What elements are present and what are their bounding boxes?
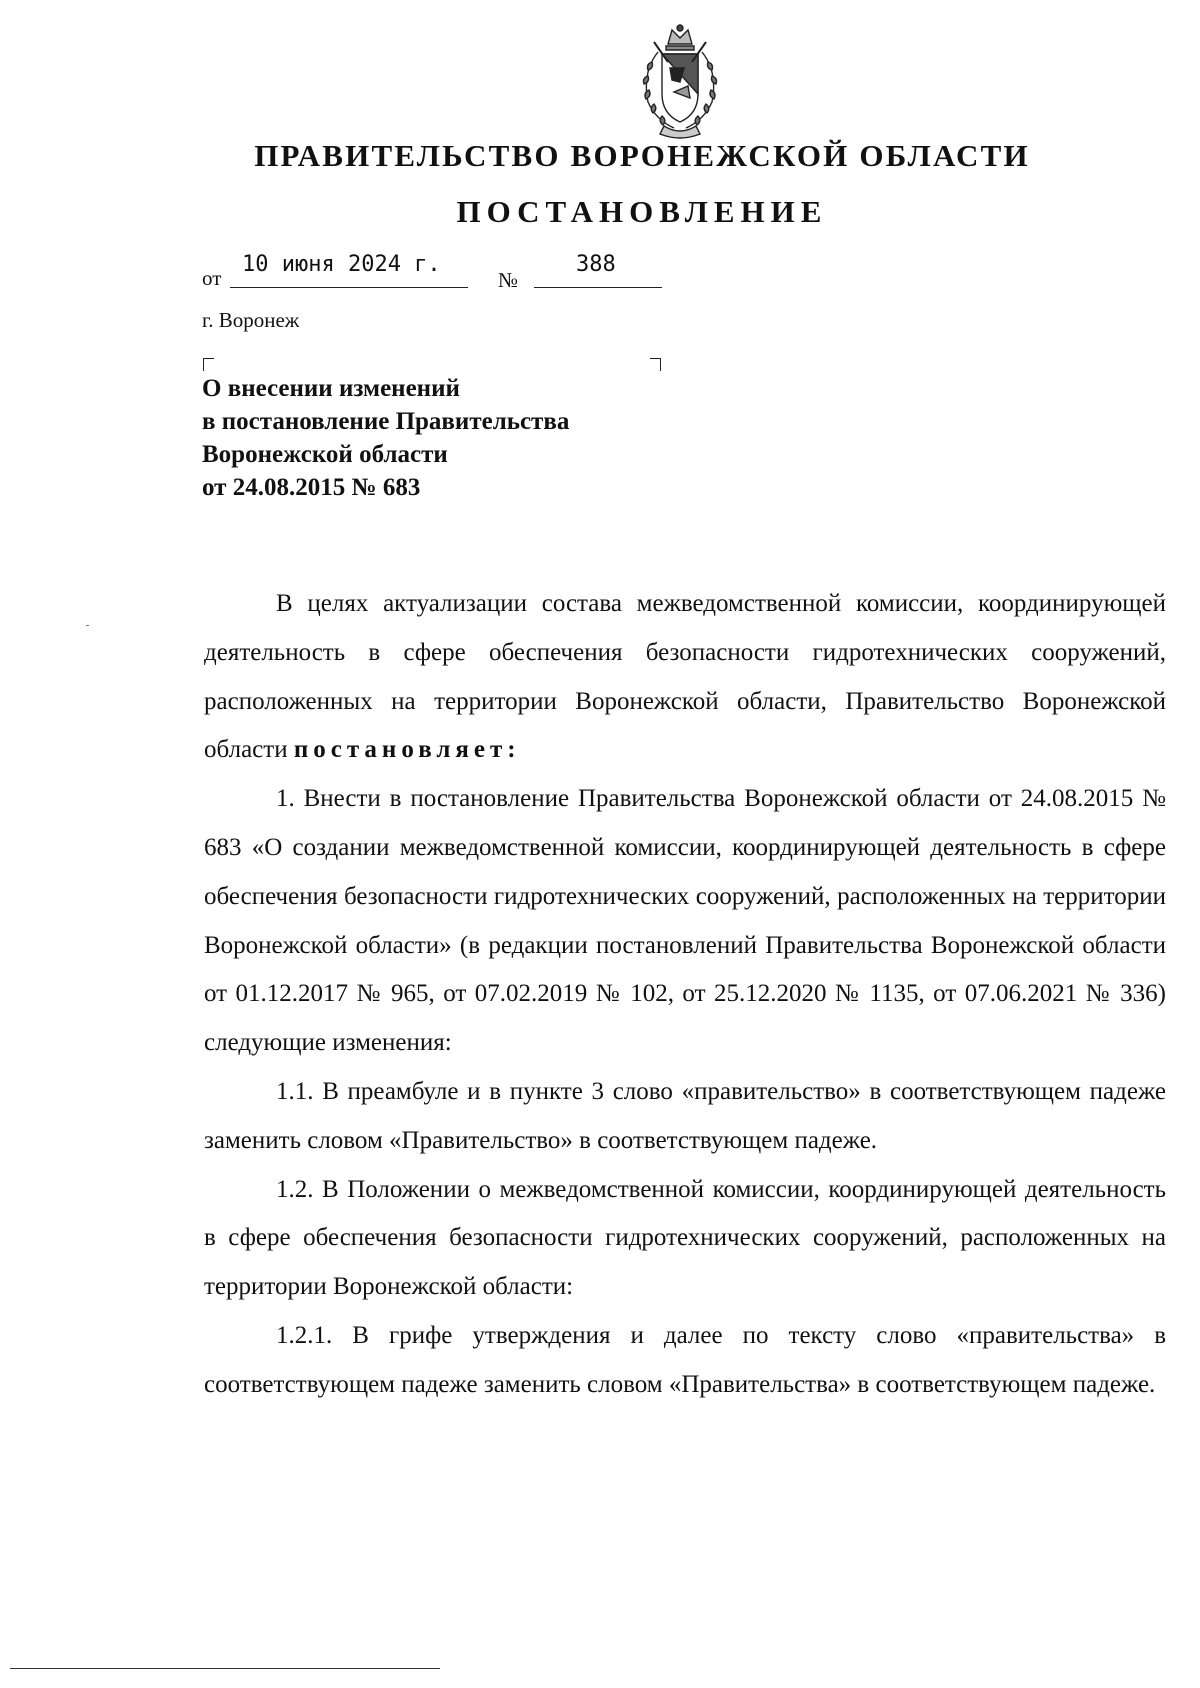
city: г. Воронеж: [202, 308, 300, 332]
subject-line: О внесении изменений: [202, 375, 460, 402]
document-subject: [202, 372, 662, 504]
preamble-paragraph: [204, 580, 1166, 775]
subject-bracket-left: [203, 358, 214, 371]
number-underline: [534, 287, 662, 288]
scan-mark: [86, 625, 89, 626]
subject-line: Воронежской области: [202, 441, 448, 468]
coat-of-arms-icon: [628, 22, 732, 140]
clause-1-1: 1.1. В преамбуле и в пункте 3 слово «правительство» в соответствующем падеже заменить словом «Правительство» в соответствующем падеже.: [204, 1077, 1166, 1154]
clause-1-2-1: 1.2.1. В грифе утверждения и далее по тексту слово «правительства» в соответствующем падеже заменить словом «Правительства» в соответствующем падеже.: [204, 1321, 1166, 1398]
clause-1-2: 1.2. В Положении о межведомственной комиссии, координирующей деятельность в сфере обеспечения безопасности гидротехнических сооружений, расположенных на территории Воронежской области:: [204, 1175, 1166, 1301]
date-number-line: [202, 252, 682, 292]
subject-bracket-right: [650, 358, 661, 371]
subject-line: в постановление Правительства: [202, 408, 570, 435]
clause-1: 1. Внести в постановление Правительства Воронежской области от 24.08.2015 № 683 «О создании межведомственной комиссии, координирующей деятельность в сфере обеспечения безопасности гидротехнических сооружений, расположенных на территории Воронежской области» (в редакции постановлений Правительства Воронежской области от 01.12.2017 № 965, от 07.02.2019 № 102, от 25.12.2020 № 1135, от 07.06.2021 № 336) следующие изменения:: [204, 785, 1166, 1057]
from-label: от: [202, 266, 222, 290]
document-body: [204, 580, 1166, 1410]
subject-line: от 24.08.2015 № 683: [202, 474, 421, 501]
page-bottom-rule: [10, 1668, 440, 1669]
document-type: ПОСТАНОВЛЕНИЕ: [456, 194, 828, 229]
government-title: ПРАВИТЕЛЬСТВО ВОРОНЕЖСКОЙ ОБЛАСТИ: [254, 138, 1030, 173]
number-label: №: [498, 268, 519, 292]
document-number: 388: [576, 252, 616, 277]
resolves-keyword: постановляет:: [293, 736, 521, 764]
document-date: 10 июня 2024 г.: [242, 252, 441, 277]
date-underline: [230, 287, 468, 288]
preamble-text: В целях актуализации состава межведомственной комиссии, координирующей деятельность в сфере обеспечения безопасности гидротехнических сооружений, расположенных на территории Воронежской области, Правительство Воронежской области: [204, 590, 1166, 764]
